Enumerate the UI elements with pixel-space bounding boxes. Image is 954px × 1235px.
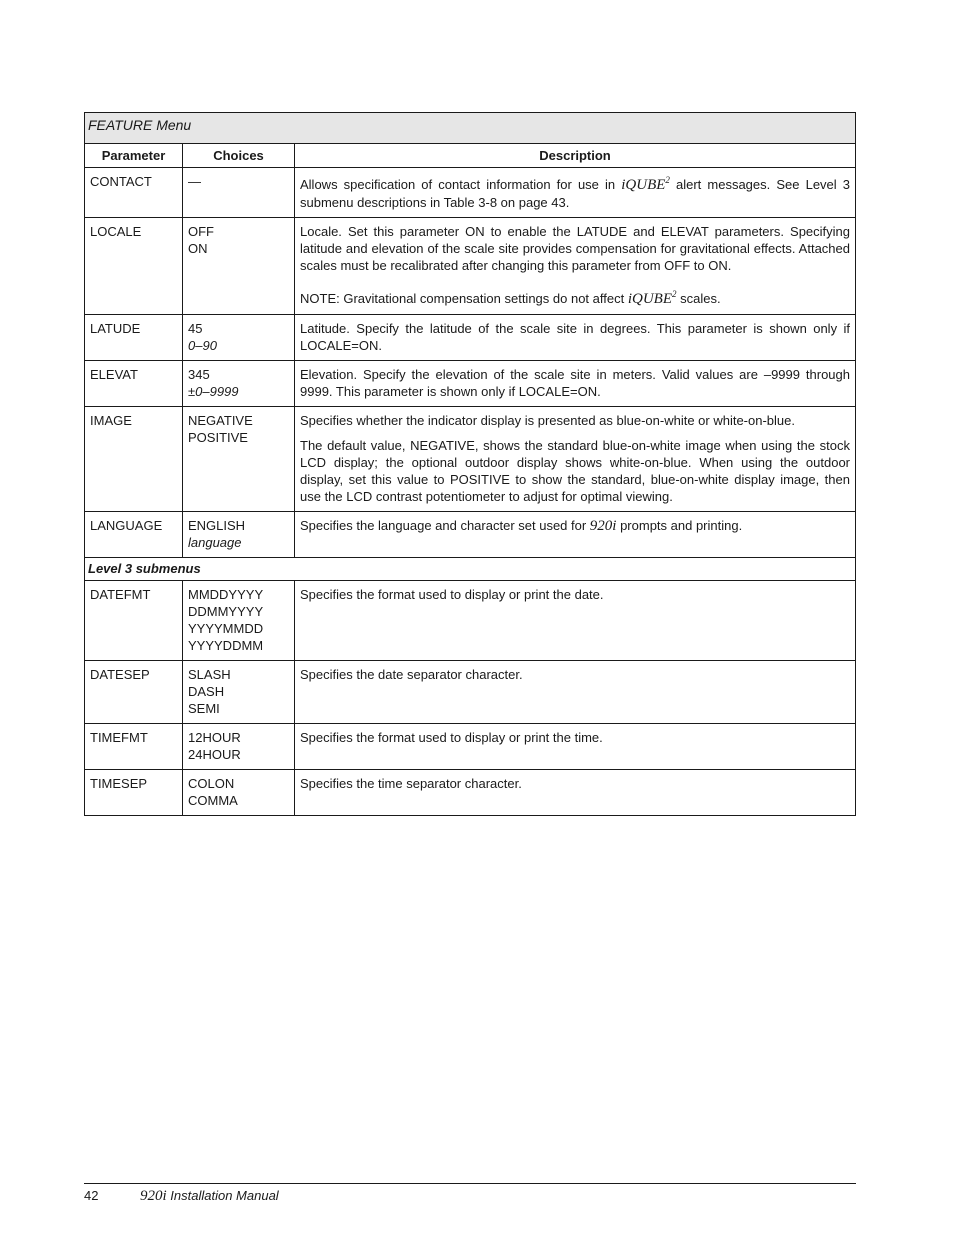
choice: 45 <box>188 321 203 336</box>
choices-cell <box>183 581 295 661</box>
description-cell <box>295 512 856 558</box>
choice: ±0–9999 <box>188 384 239 399</box>
header-description: Description <box>295 144 856 168</box>
choice: COMMA <box>188 793 238 808</box>
param-cell: LOCALE <box>85 218 183 315</box>
choice: COLON <box>188 776 235 791</box>
choice: YYYYMMDD <box>188 621 264 636</box>
choices-cell <box>183 770 295 816</box>
description-text: prompts and printing. <box>616 518 743 533</box>
table-row-timesep <box>85 770 856 816</box>
description-text: Locale. Set this parameter ON to enable the LATUDE and ELEVAT parameters. Specifying latitude and elevation of the scale site provides compensation for gravitational effects. Attached scales must be recalibrated after changing this parameter from OFF to ON. <box>300 224 850 273</box>
description-text: Specifies the format used to display or print the date. <box>300 587 604 602</box>
param-cell: DATESEP <box>85 661 183 724</box>
description-cell <box>295 770 856 816</box>
table-row-contact <box>85 168 856 218</box>
choice: NEGATIVE <box>188 413 253 428</box>
choice: DDMMYYYY <box>188 604 264 619</box>
param-cell: IMAGE <box>85 407 183 512</box>
choices-cell <box>183 168 295 218</box>
description-text: Latitude. Specify the latitude of the scale site in degrees. This parameter is shown only if LOCALE=ON. <box>300 321 850 353</box>
note-text: NOTE: Gravitational compensation settings do not affect iQUBE$^2$ scales. <box>300 289 721 307</box>
description-cell <box>295 168 856 218</box>
choices-cell <box>183 512 295 558</box>
description-cell <box>295 361 856 407</box>
choice: ENGLISH <box>188 518 246 533</box>
choice: 24HOUR <box>188 747 241 762</box>
description-cell <box>295 315 856 361</box>
choice: YYYYDDMM <box>188 638 264 653</box>
choice: SLASH <box>188 667 231 682</box>
table-row-datefmt <box>85 581 856 661</box>
description-cell <box>295 581 856 661</box>
choice: 12HOUR <box>188 730 241 745</box>
choice: 0–90 <box>188 338 217 353</box>
table-row-elevat <box>85 361 856 407</box>
description-cell <box>295 407 856 512</box>
brand-name: iQUBE$^2$ <box>627 289 677 307</box>
description-text: Specifies the format used to display or print the time. <box>300 730 603 745</box>
table-row-language <box>85 512 856 558</box>
header-choices: Choices <box>183 144 295 168</box>
feature-menu-table <box>84 112 856 816</box>
table-row-image <box>85 407 856 512</box>
choices-cell <box>183 407 295 512</box>
choices-cell <box>183 315 295 361</box>
submenu-row <box>85 558 856 581</box>
table-row-datesep <box>85 661 856 724</box>
manual-title: Installation Manual <box>166 1188 279 1203</box>
choice: — <box>188 174 201 189</box>
param-cell: LATUDE <box>85 315 183 361</box>
param-cell: TIMESEP <box>85 770 183 816</box>
description-text: Specifies the language and character set used for <box>300 518 590 533</box>
param-cell: ELEVAT <box>85 361 183 407</box>
description-cell <box>295 724 856 770</box>
choice: language <box>188 535 242 550</box>
description-text: Elevation. Specify the elevation of the scale site in meters. Valid values are –9999 through 9999. This parameter is shown only if LOCALE=ON. <box>300 367 850 399</box>
description-text: Specifies whether the indicator display is presented as blue-on-white or white-on-blue. <box>300 413 795 428</box>
choices-cell <box>183 724 295 770</box>
submenu-label: Level 3 submenus <box>85 558 856 581</box>
param-cell: CONTACT <box>85 168 183 218</box>
param-cell: LANGUAGE <box>85 512 183 558</box>
table-row-timefmt <box>85 724 856 770</box>
param-cell: TIMEFMT <box>85 724 183 770</box>
header-parameter: Parameter <box>85 144 183 168</box>
brand-name: 920i <box>589 518 617 534</box>
choice: OFF <box>188 224 214 239</box>
choice: MMDDYYYY <box>188 587 264 602</box>
choices-cell <box>183 661 295 724</box>
description-text: The default value, NEGATIVE, shows the standard blue-on-white image when using the stock LCD display; the optional outdoor display shows white-on-blue. When using the outdoor display, set this value to POSITIVE to show the standard, blue-on-white display image, then use the LCD contrast potentiometer to adjust for optimal viewing. <box>300 438 850 504</box>
table-header-row <box>85 144 856 168</box>
footer-divider <box>84 1183 856 1184</box>
choice: POSITIVE <box>188 430 248 445</box>
description-cell <box>295 218 856 315</box>
choice: SEMI <box>188 701 220 716</box>
brand-name: iQUBE$^2$ <box>621 175 670 193</box>
table-row-latude <box>85 315 856 361</box>
choice: ON <box>188 241 208 256</box>
choice: DASH <box>188 684 225 699</box>
page-footer <box>84 1188 279 1205</box>
page-number: 42 <box>84 1188 99 1203</box>
table-title-row <box>85 113 856 144</box>
table-row-locale <box>85 218 856 315</box>
description-text: Specifies the time separator character. <box>300 776 522 791</box>
description-text: alert messages. See Level 3 submenu descriptions in Table 3-8 on page 43. <box>300 177 851 210</box>
description-cell <box>295 661 856 724</box>
param-cell: DATEFMT <box>85 581 183 661</box>
choices-cell <box>183 361 295 407</box>
choice: 345 <box>188 367 210 382</box>
choices-cell <box>183 218 295 315</box>
table-title: FEATURE Menu <box>85 113 856 144</box>
description-text: Allows specification of contact information for use in <box>300 177 622 192</box>
manual-model: 920i <box>140 1188 167 1204</box>
description-text: Specifies the date separator character. <box>300 667 523 682</box>
